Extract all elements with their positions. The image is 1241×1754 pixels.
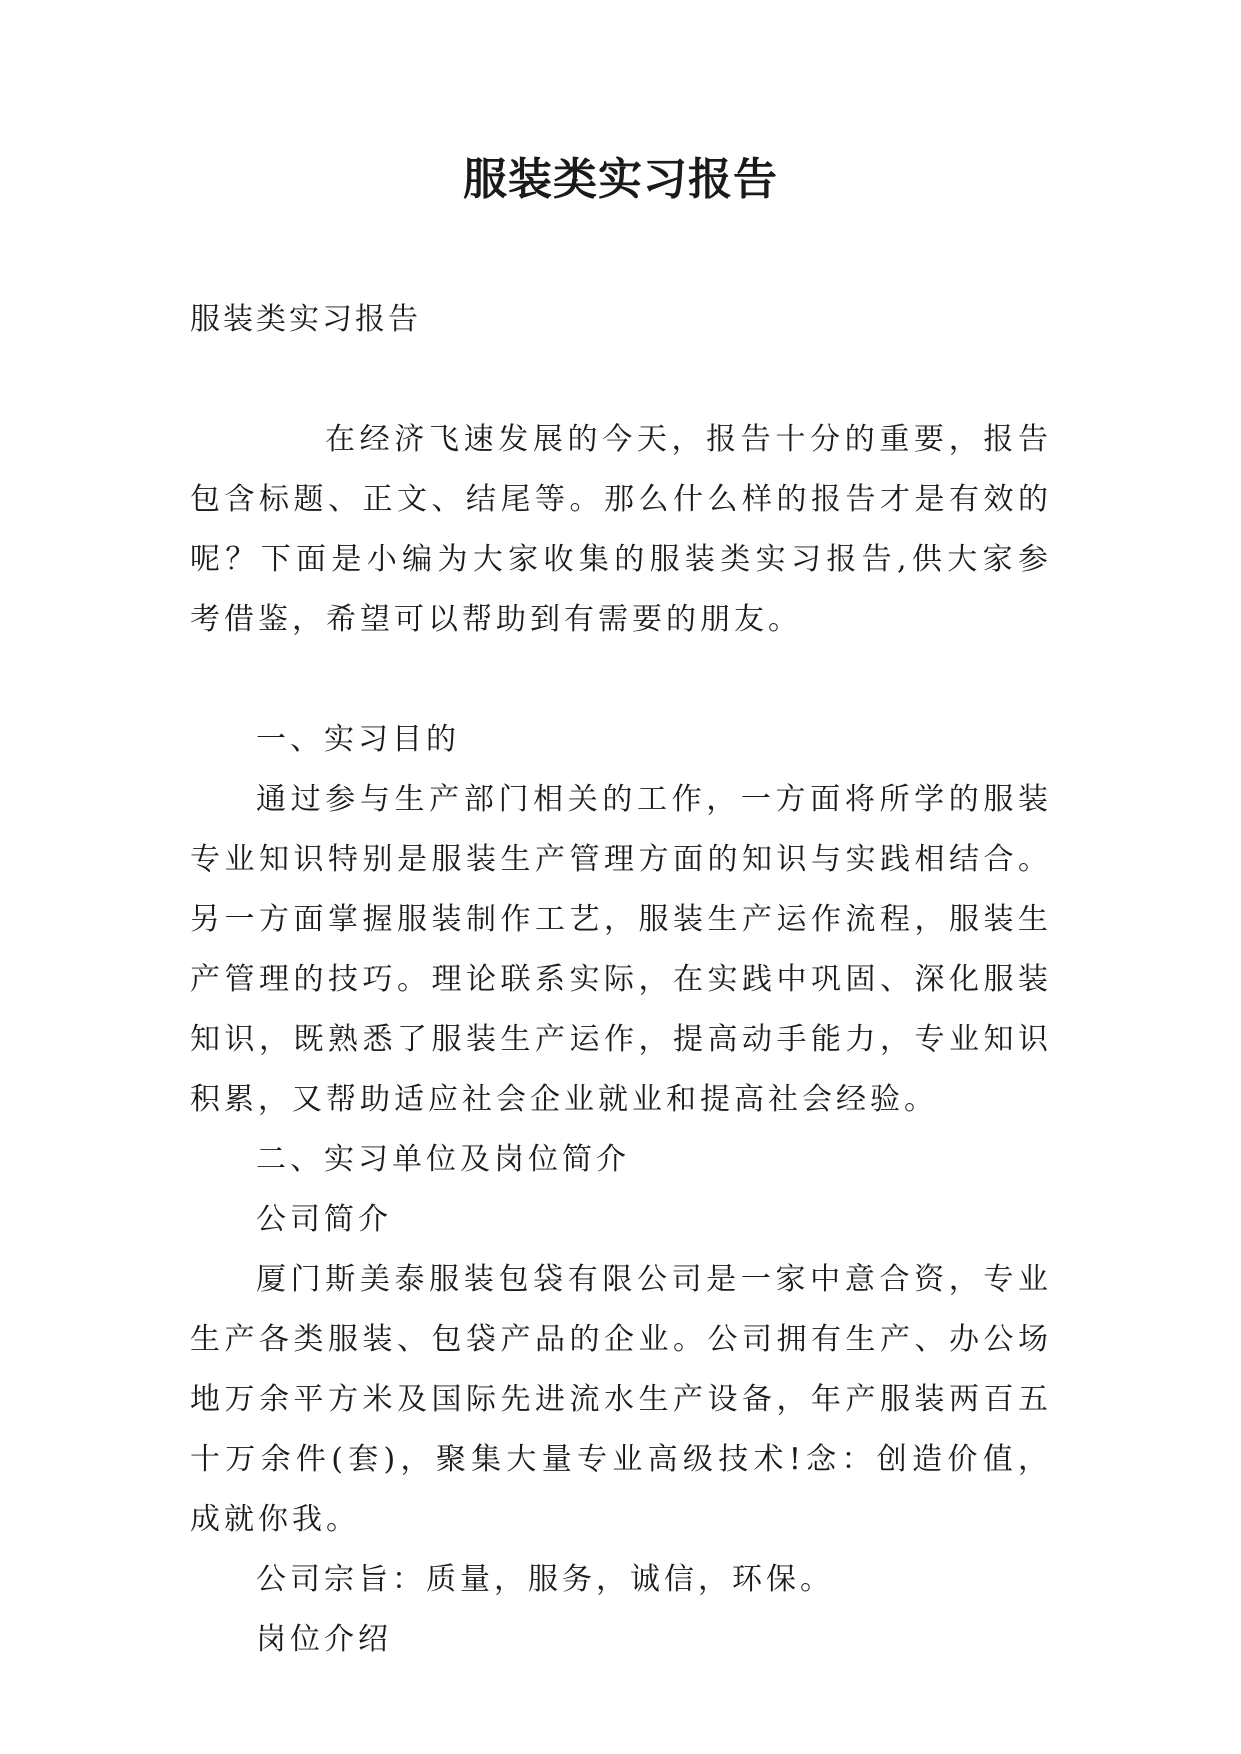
spacer xyxy=(190,650,1052,710)
spacer xyxy=(190,350,1052,410)
document-subtitle: 服装类实习报告 xyxy=(190,302,421,337)
company-purpose: 公司宗旨：质量，服务，诚信，环保。 xyxy=(256,1562,834,1597)
section2-heading: 二、实习单位及岗位简介 xyxy=(256,1142,630,1177)
intro-paragraph: 在经济飞速发展的今天，报告十分的重要，报告包含标题、正文、结尾等。那么什么样的报告才是有效的呢？下面是小编为大家收集的服装类实习报告,供大家参考借鉴，希望可以帮助到有需要的朋友。 xyxy=(190,422,1052,637)
company-paragraph: 厦门斯美泰服装包袋有限公司是一家中意合资，专业生产各类服装、包袋产品的企业。公司拥有生产、办公场地万余平方米及国际先进流水生产设备，年产服装两百五十万余件(套)，聚集大量专业高级技术!念：创造价值，成就你我。 xyxy=(190,1262,1052,1537)
position-heading: 岗位介绍 xyxy=(256,1622,392,1657)
document-body xyxy=(190,290,1052,1670)
section1-paragraph: 通过参与生产部门相关的工作，一方面将所学的服装专业知识特别是服装生产管理方面的知识与实践相结合。另一方面掌握服装制作工艺，服装生产运作流程，服装生产管理的技巧。理论联系实际，在实践中巩固、深化服装知识，既熟悉了服装生产运作，提高动手能力，专业知识积累，又帮助适应社会企业就业和提高社会经验。 xyxy=(190,782,1052,1117)
company-heading: 公司简介 xyxy=(256,1202,392,1237)
document-title: 服装类实习报告 xyxy=(463,154,778,205)
section1-heading: 一、实习目的 xyxy=(256,722,460,757)
